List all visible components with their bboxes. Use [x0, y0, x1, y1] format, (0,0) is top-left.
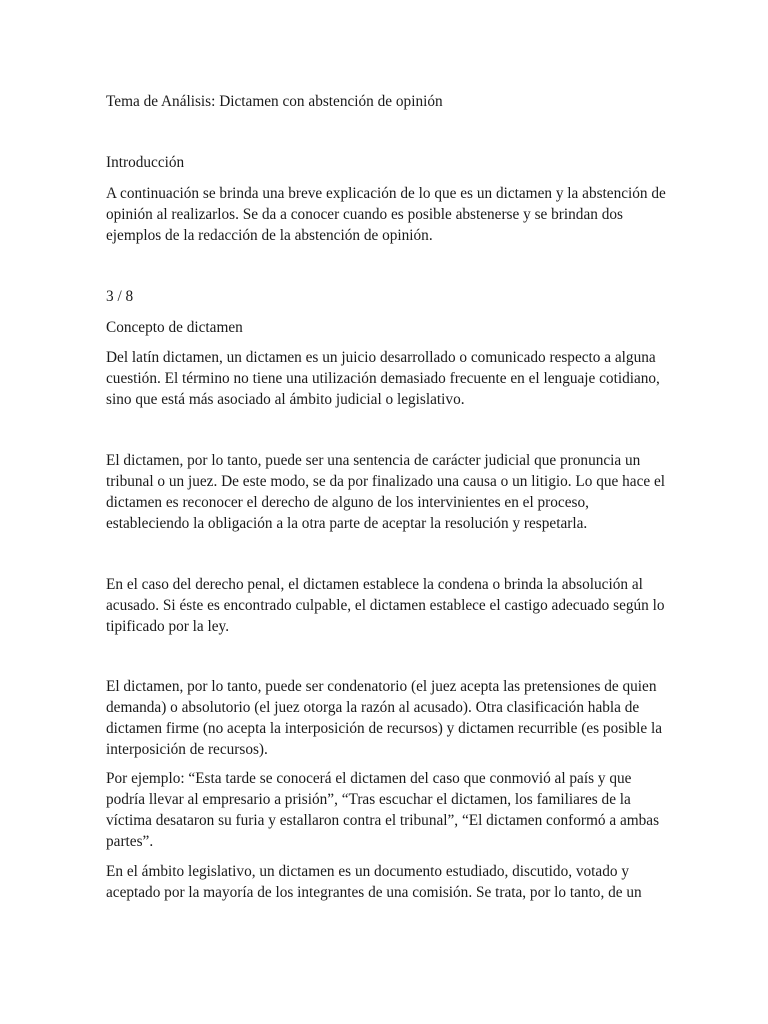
paragraph-line: víctima desataron su furia y estallaron contra el tribunal”, “El dictamen conformó a ambas: [106, 812, 660, 829]
paragraph-line: dictamen firme (no acepta la interposición de recursos) y dictamen recurrible (es posible la: [106, 720, 662, 737]
paragraph-line: En el caso del derecho penal, el dictamen establece la condena o brinda la absolución al: [106, 576, 643, 593]
intro-paragraph: [106, 183, 666, 246]
paragraph-3: [106, 574, 666, 637]
paragraph-1: [106, 347, 666, 410]
paragraph-2: [106, 450, 666, 534]
paragraph-line: opinión al realizarlos. Se da a conocer cuando es posible abstenerse y se brindan dos: [106, 206, 623, 223]
paragraph-line: interposición de recursos).: [106, 741, 268, 758]
paragraph-line: En el ámbito legislativo, un dictamen es un documento estudiado, discutido, votado y: [106, 863, 629, 880]
paragraph-line: podría llevar al empresario a prisión”, “Tras escuchar el dictamen, los familiares de la: [106, 791, 631, 808]
paragraph-line: dictamen es reconocer el derecho de alguno de los intervinientes en el proceso,: [106, 494, 589, 511]
page-number: 3 / 8: [106, 288, 134, 305]
paragraph-line: Del latín dictamen, un dictamen es un juicio desarrollado o comunicado respecto a alguna: [106, 349, 656, 366]
paragraph-4: [106, 676, 666, 760]
paragraph-line: estableciendo la obligación a la otra parte de aceptar la resolución y respetarla.: [106, 515, 588, 532]
paragraph-line: El dictamen, por lo tanto, puede ser condenatorio (el juez acepta las pretensiones de quien: [106, 678, 657, 695]
paragraph-line: sino que está más asociado al ámbito judicial o legislativo.: [106, 391, 465, 408]
paragraph-5: [106, 768, 666, 852]
paragraph-line: cuestión. El término no tiene una utilización demasiado frecuente en el lenguaje cotidiano,: [106, 370, 660, 387]
paragraph-line: aceptado por la mayoría de los integrantes de una comisión. Se trata, por lo tanto, de un: [106, 884, 642, 901]
intro-heading: Introducción: [106, 154, 185, 171]
paragraph-line: El dictamen, por lo tanto, puede ser una sentencia de carácter judicial que pronuncia un: [106, 452, 641, 469]
paragraph-line: acusado. Si éste es encontrado culpable, el dictamen establece el castigo adecuado según lo: [106, 597, 665, 614]
paragraph-line: tipificado por la ley.: [106, 618, 230, 635]
paragraph-line: partes”.: [106, 833, 154, 850]
paragraph-line: Por ejemplo: “Esta tarde se conocerá el dictamen del caso que conmovió al país y que: [106, 770, 632, 787]
paragraph-6: [106, 861, 666, 903]
paragraph-line: ejemplos de la redacción de la abstención de opinión.: [106, 227, 433, 244]
document-title: Tema de Análisis: Dictamen con abstención de opinión: [106, 93, 443, 110]
concept-heading: Concepto de dictamen: [106, 319, 243, 336]
paragraph-line: A continuación se brinda una breve explicación de lo que es un dictamen y la abstención de: [106, 185, 666, 202]
paragraph-line: demanda) o absolutorio (el juez otorga la razón al acusado). Otra clasificación habla de: [106, 699, 640, 716]
paragraph-line: tribunal o un juez. De este modo, se da por finalizado una causa o un litigio. Lo que hace el: [106, 473, 666, 490]
